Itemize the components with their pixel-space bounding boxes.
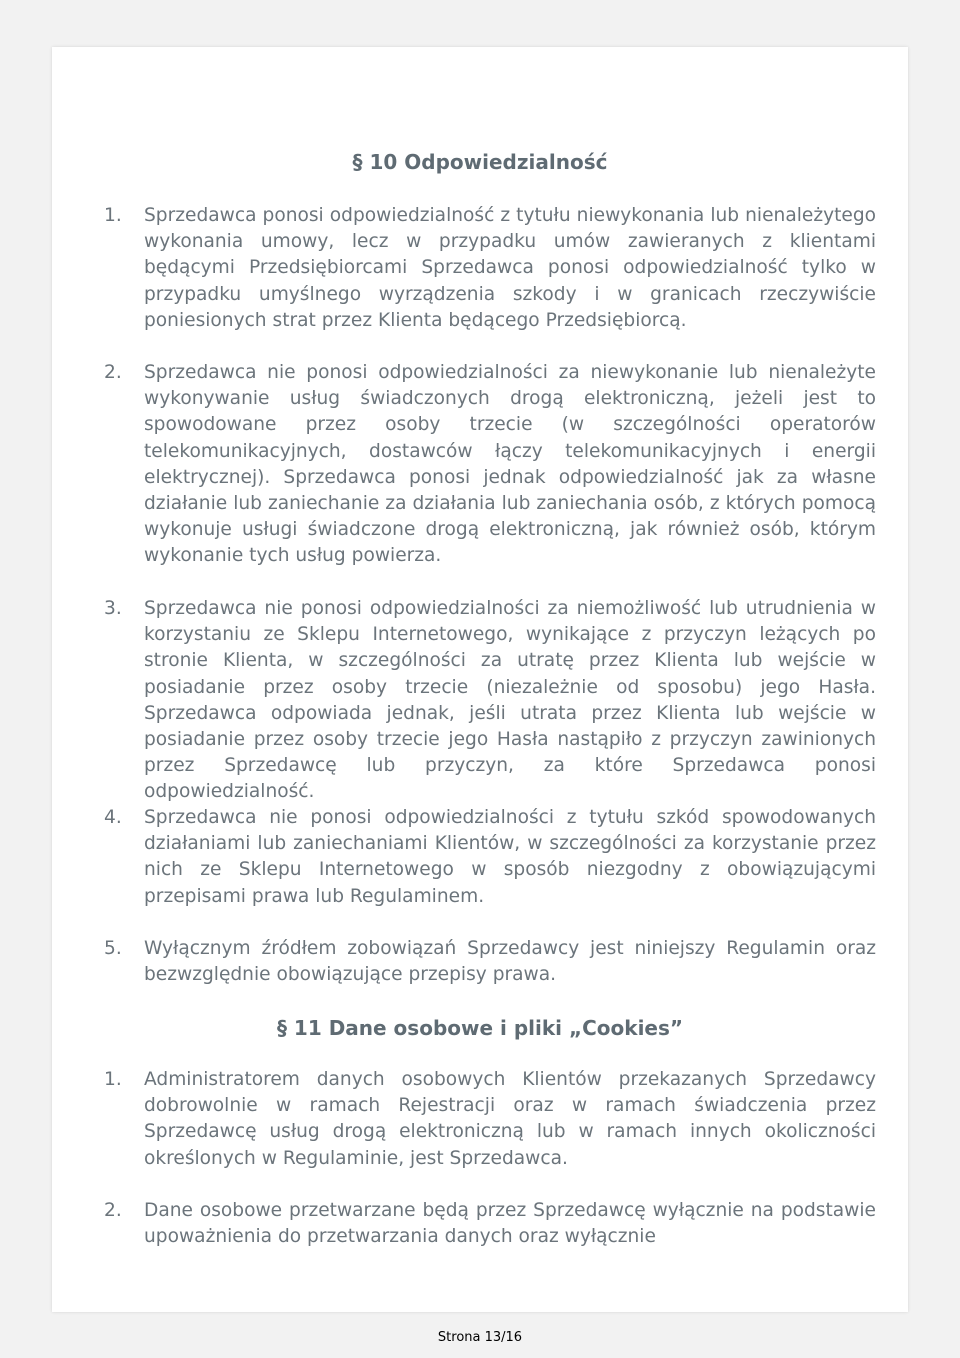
item-text: Sprzedawca nie ponosi odpowiedzialności za niemożliwość lub utrudnienia w korzystaniu ze Sklepu Internetowego, wynikające z przyczyn leżących po stronie Klienta, w szczególności za utratę przez Klienta lub wejście w posiadanie przez osoby trzecie (niezależnie od sposobu) jego Hasła. Sprzedawca odpowiada jednak, jeśli utrata przez Klienta lub wejście w posiadanie przez osoby trzecie jego Hasła nastąpiło z przyczyn zawinionych przez Sprzedawcę lub przyczyn, za które Sprzedawca ponosi odpowiedzialność. <box>144 598 876 803</box>
item-number: 3. <box>104 598 122 619</box>
item-text: Administratorem danych osobowych Klientów przekazanych Sprzedawcy dobrowolnie w ramach Rejestracji oraz w ramach świadczenia przez Sprzedawcę usług drogą elektroniczną lub w ramach innych okoliczności określonych w Regulaminie, jest Sprzedawca. <box>144 1069 876 1169</box>
item-text: Dane osobowe przetwarzane będą przez Sprzedawcę wyłącznie na podstawie upoważnienia do przetwarzania danych oraz wyłącznie <box>144 1200 876 1248</box>
section-10-heading: § 10 Odpowiedzialność <box>352 150 608 174</box>
item-number: 1. <box>104 1069 122 1090</box>
item-text: Sprzedawca nie ponosi odpowiedzialności z tytułu szkód spowodowanych działaniami lub zaniechaniami Klientów, w szczególności za korzystanie przez nich ze Sklepu Internetowego w sposób niezgodny z obowiązującymi przepisami prawa lub Regulaminem. <box>144 807 876 907</box>
item-number: 5. <box>104 938 122 959</box>
item-number: 4. <box>104 807 122 828</box>
page-number: Strona 13/16 <box>437 1330 523 1345</box>
item-text: Wyłącznym źródłem zobowiązań Sprzedawcy jest niniejszy Regulamin oraz bezwzględnie obowiązujące przepisy prawa. <box>144 938 876 986</box>
item-text: Sprzedawca nie ponosi odpowiedzialności za niewykonanie lub nienależyte wykonywanie usług świadczonych drogą elektroniczną, jeżeli jest to spowodowane przez osoby trzecie (w szczególności operatorów telekomunikacyjnych, dostawców łączy telekomunikacyjnych i energii elektrycznej). Sprzedawca ponosi jednak odpowiedzialność jak za własne działanie lub zaniechanie za działania lub zaniechania osób, z których pomocą wykonuje usługi świadczone drogą elektroniczną, jak również osób, którym wykonanie tych usług powierza. <box>144 362 876 567</box>
item-text: Sprzedawca ponosi odpowiedzialność z tytułu niewykonania lub nienależytego wykonania umowy, lecz w przypadku umów zawieranych z klientami będącymi Przedsiębiorcami Sprzedawca ponosi odpowiedzialność tylko w przypadku umyślnego wyrządzenia szkody i w granicach rzeczywiście poniesionych strat przez Klienta będącego Przedsiębiorcą. <box>144 205 876 331</box>
section-11-heading: § 11 Dane osobowe i pliki „Cookies” <box>276 1016 684 1040</box>
item-number: 1. <box>104 205 122 226</box>
item-number: 2. <box>104 362 122 383</box>
item-number: 2. <box>104 1200 122 1221</box>
